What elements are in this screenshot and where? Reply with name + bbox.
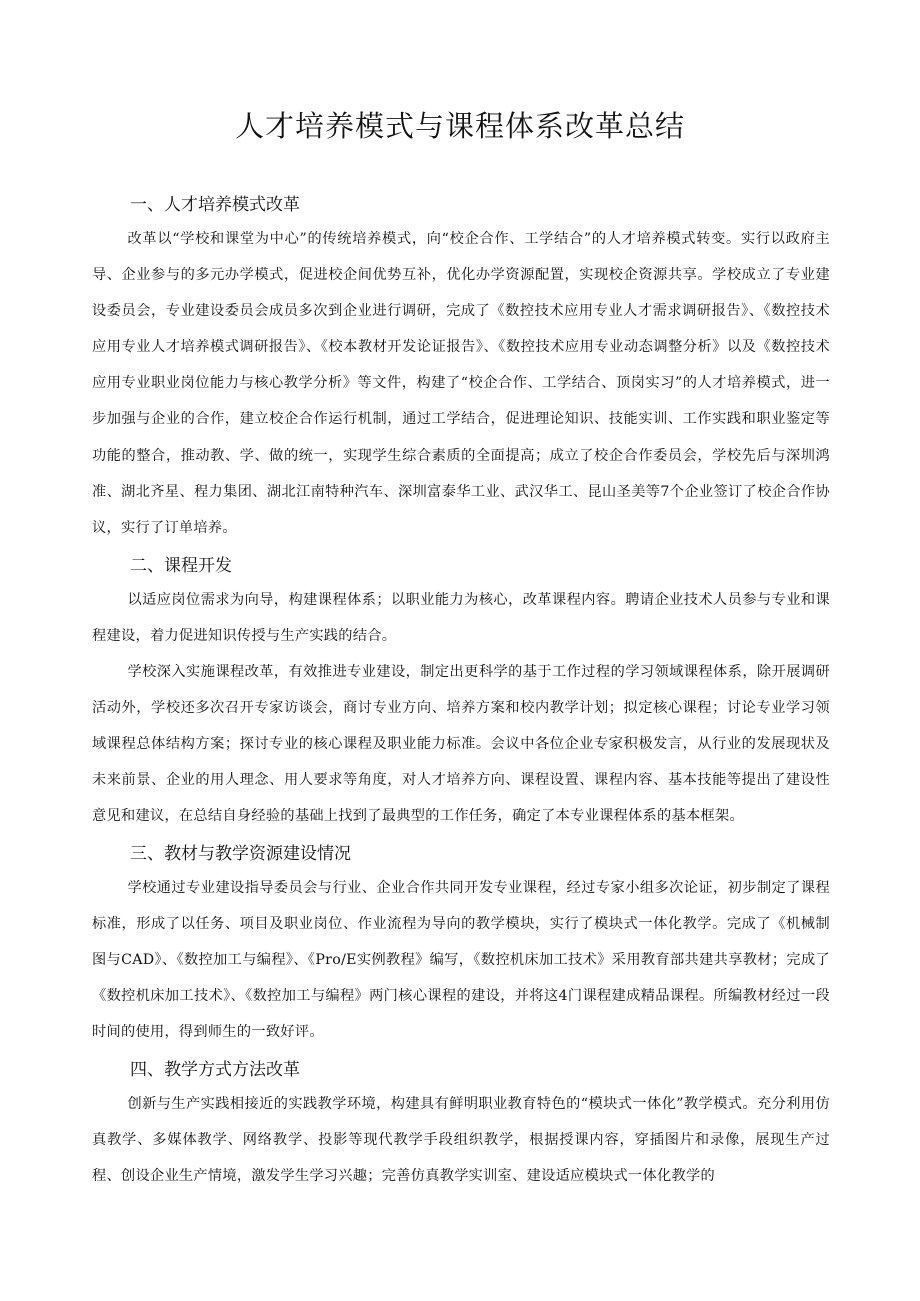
document-title: 人才培养模式与课程体系改革总结 <box>234 109 685 143</box>
section-3-paragraph-1: 学校通过专业建设指导委员会与行业、企业合作共同开发专业课程，经过专家小组多次论证，初步制定了课程标准，形成了以任务、项目及职业岗位、作业流程为导向的教学模块，实行了模块式一体化教学。完成了《机械制图与CAD》、《数控加工与编程》、《Pro/E实例教程》编写，《数控机床加工技术》采用教育部共建共享教材；完成了《数控机床加工技术》、《数控加工与编程》两门核心课程的建设，并将这4门课程建成精品课程。所编教材经过一段时间的使用，得到师生的一致好评。 <box>92 879 830 1040</box>
section-1-paragraph-1: 改革以“学校和课堂为中心”的传统培养模式，向“校企合作、工学结合”的人才培养模式转变。实行以政府主导、企业参与的多元办学模式，促进校企间优势互补，优化办学资源配置，实现校企资源共享。学校成立了专业建设委员会，专业建设委员会成员多次到企业进行调研，完成了《数控技术应用专业人才需求调研报告》、《数控技术应用专业人才培养模式调研报告》、《校本教材开发论证报告》、《数控技术应用专业动态调整分析》以及《数控技术应用专业职业岗位能力与核心教学分析》等文件，构建了“校企合作、工学结合、顶岗实习”的人才培养模式，进一步加强与企业的合作，建立校企合作运行机制，通过工学结合，促进理论知识、技能实训、工作实践和职业鉴定等功能的整合，推动教、学、做的统一，实现学生综合素质的全面提高；成立了校企合作委员会，学校先后与深圳鸿准、湖北齐星、程力集团、湖北江南特种汽车、深圳富泰华工业、武汉华工、昆山圣美等7个企业签订了校企合作协议，实行了订单培养。 <box>92 231 830 536</box>
section-4-paragraph-1: 创新与生产实践相接近的实践教学环境，构建具有鲜明职业教育特色的“模块式一体化”教学模式。充分利用仿真教学、多媒体教学、网络教学、投影等现代教学手段组织教学，根据授课内容，穿插图片和录像，展现生产过程、创设企业生产情境，激发学生学习兴趣；完善仿真教学实训室、建设适应模块式一体化教学的 <box>92 1095 830 1185</box>
section-2-paragraph-1: 以适应岗位需求为向导，构建课程体系；以职业能力为核心，改革课程内容。聘请企业技术人员参与专业和课程建设，着力促进知识传授与生产实践的结合。 <box>92 591 830 644</box>
document-body <box>92 189 830 1194</box>
section-heading-3: 三、教材与教学资源建设情况 <box>130 843 351 864</box>
section-2-paragraph-2: 学校深入实施课程改革，有效推进专业建设，制定出更科学的基于工作过程的学习领域课程体系，除开展调研活动外，学校还多次召开专家访谈会，商讨专业方向、培养方案和校内教学计划；拟定核心课程；讨论专业学习领域课程总体结构方案；探讨专业的核心课程及职业能力标准。会议中各位企业专家积极发言，从行业的发展现状及未来前景、企业的用人理念、用人要求等角度，对人才培养方向、课程设置、课程内容、基本技能等提出了建设性意见和建议，在总结自身经验的基础上找到了最典型的工作任务，确定了本专业课程体系的基本框架。 <box>92 664 830 825</box>
section-heading-1: 一、人才培养模式改革 <box>130 195 300 215</box>
section-heading-4: 四、教学方式方法改革 <box>130 1059 300 1080</box>
section-heading-2: 二、课程开发 <box>130 555 232 576</box>
